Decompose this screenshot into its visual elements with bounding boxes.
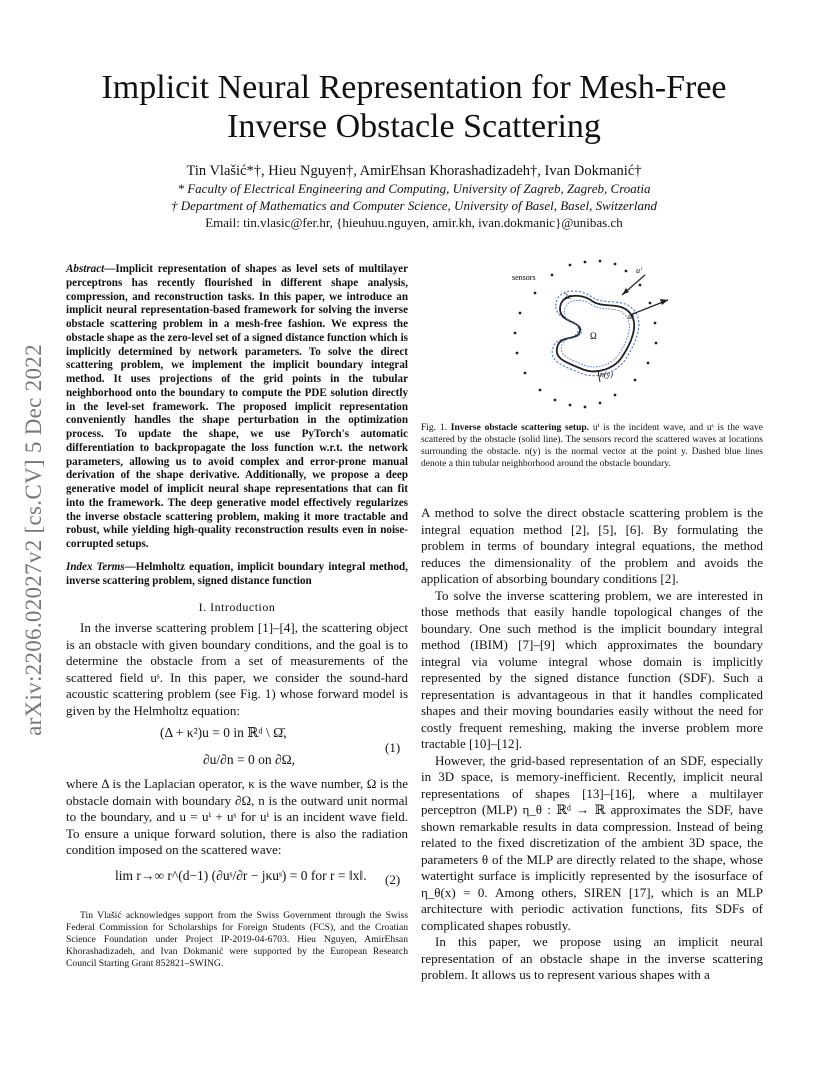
- intro-paragraph-1: [66, 620, 408, 719]
- abstract-text: —Implicit representation of shapes as level sets of multilayer perceptrons has recently flourished in different shape analysis, compression, and reconstruction tasks. In this paper, we introduce an implicit neural representation-based framework for solving the inverse obstacle scattering problem in a mesh-free fashion. We express the obstacle shape as the zero-level set of a signed distance function which is implicitly determined by network parameters. To solve the direct scattering problem, we implement the implicit boundary integral method. It uses projections of the grid points in the tubular neighborhood onto the boundary to compute the PDE solution directly in the level-set framework. The proposed implicit representation conveniently handles the shape perturbation in the optimization process. To update the shape, we use PyTorch's automatic differentiation to backpropagate the loss function w.r.t. the network parameters, allowing us to avoid complex and error-prone manual derivation of the shape derivative. Additionally, we propose a deep generative model of implicit neural shape representations that can fit into the framework. The deep generative model effectively regularizes the inverse obstacle scattering problem, making it more tractable and robust, while yielding high-quality reconstruction results even in noise-corrupted setups.: [66, 263, 408, 550]
- caption-text: uⁱ is the incident wave, and uˢ is the wave scattered by the obstacle (solid line). The sensors record the scattered waves at locations surrounding the obstacle. n(y) is the normal vector at the point y. Dashed blue lines denote a thin tubular neighborhood around the obstacle boundary.: [421, 423, 763, 469]
- index-terms-label: Index Terms: [66, 561, 125, 573]
- figure-1-scattering-setup: [500, 255, 690, 415]
- section-heading: I. Introduction: [198, 600, 276, 614]
- right-column-body: [421, 505, 763, 984]
- title-line-2: Inverse Obstacle Scattering: [227, 108, 601, 145]
- arxiv-watermark: arXiv:2206.02027v2 [cs.CV] 5 Dec 2022: [21, 344, 46, 736]
- intro-p1-text: In the inverse scattering problem [1]–[4], the scattering object is an obstacle with given boundary conditions, and the goal is to determine the obstacle from a set of measurements of the scattered field uˢ. In this paper, we consider the sound-hard acoustic scattering problem (see Fig. 1) whose forward model is given by the Helmholtz equation:: [66, 620, 408, 718]
- equation-1-line-2: ∂u/∂n = 0 on ∂Ω,: [203, 752, 296, 767]
- label-sensors: sensors: [512, 273, 536, 282]
- footnote-text: Tin Vlašić acknowledges support from the Swiss Government through the Swiss Federal Commission for Scholarships for Foreign Students (FCS), and the Croatian Science Foundation under Project IP-2019-04-6703. Hieu Nguyen, AmirEhsan Khorashadizadeh, and Ivan Dokmanić were supported by the European Research Council Starting Grant 852821–SWING.: [66, 910, 408, 969]
- equation-2-number: (2): [385, 872, 401, 887]
- label-2eps: 2ε: [564, 292, 572, 301]
- index-terms: [66, 561, 408, 589]
- index-terms-text: —Helmholtz equation, implicit boundary integral method, inverse scattering problem, signed distance function: [66, 561, 408, 587]
- affiliation-1: * Faculty of Electrical Engineering and Computing, University of Zagreb, Zagreb, Croatia: [177, 181, 651, 196]
- right-paragraph-1: A method to solve the direct obstacle scattering problem is the integral equation method [2], [5], [6]. By formulating the problem in terms of boundary integral equations, the method reduces the dimensionality of the problem and avoids the application of absorbing boundary conditions [2].: [421, 505, 763, 586]
- intro-paragraph-2: [66, 776, 408, 859]
- title-line-1: Implicit Neural Representation for Mesh-Free: [101, 69, 727, 106]
- paper-title: [60, 68, 768, 146]
- affiliation-2: † Department of Mathematics and Computer Science, University of Basel, Basel, Switzerland: [171, 198, 657, 213]
- caption-bold: Inverse obstacle scattering setup.: [450, 423, 590, 433]
- label-ui: uⁱ: [636, 266, 642, 275]
- footnote: [66, 910, 408, 970]
- caption-label: Fig. 1.: [421, 423, 447, 433]
- intro-p2-text: where Δ is the Laplacian operator, κ is the wave number, Ω is the obstacle domain with boundary ∂Ω, n is the outward unit normal to the boundary, and u = uⁱ + uˢ for uⁱ is an incident wave field. To ensure a unique forward solution, there is also the radiation condition imposed on the scattered wave:: [66, 776, 408, 857]
- author-emails: Email: tin.vlasic@fer.hr, {hieuhuu.nguyen, amir.kh, ivan.dokmanic}@unibas.ch: [205, 215, 623, 230]
- right-paragraph-4: In this paper, we propose using an implicit neural representation of an obstacle shape in the inverse scattering problem. It allows us to represent various shapes with a: [421, 934, 763, 982]
- figure-1-caption: [421, 423, 763, 471]
- right-paragraph-2: To solve the inverse scattering problem, we are interested in those methods that easily handle topological changes of the boundary. One such method is the implicit boundary integral method (IBIM) [7]–[9] which approximates the boundary integral via volume integral whose domain is implicitly represented by the signed distance function (SDF). Such a representation is advantageous in that it handles complicated shapes and their moving boundaries easily without the need for costly frequent remeshing, making the inverse problem more tractable [10]–[12].: [421, 587, 763, 751]
- author-list: Tin Vlašić*†, Hieu Nguyen†, AmirEhsan Khorashadizadeh†, Ivan Dokmanić†: [186, 163, 642, 179]
- abstract-label: Abstract: [66, 263, 105, 275]
- label-omega: Ω: [590, 331, 597, 341]
- equation-1-line-1: (Δ + κ²)u = 0 in ℝᵈ \ Ω̄,: [160, 725, 287, 740]
- label-us: uˢ: [628, 312, 634, 321]
- equation-1-number: (1): [385, 740, 401, 755]
- abstract: [66, 263, 408, 552]
- label-ny: n(y): [600, 370, 613, 379]
- right-paragraph-3: However, the grid-based representation of an SDF, especially in 3D space, is memory-inefficient. Recently, implicit neural representations of shapes [13]–[16], where a multilayer perceptron (MLP) η_θ : ℝᵈ → ℝ approximates the SDF, have shown remarkable results in data compression. Instead of being related to the fixed discretization of the ambient 3D space, the parameters θ of the MLP are directly related to the shape, whose watertight surface is implicitly represented by the isosurface of η_θ(x) = 0. Among others, SIREN [17], which is an MLP architecture with periodic activation functions, fits SDFs of complicated shapes robustly.: [421, 752, 763, 933]
- equation-2: lim r→∞ r^(d−1) (∂uˢ/∂r − jκuˢ) = 0 for r = ‖x‖.: [115, 868, 367, 883]
